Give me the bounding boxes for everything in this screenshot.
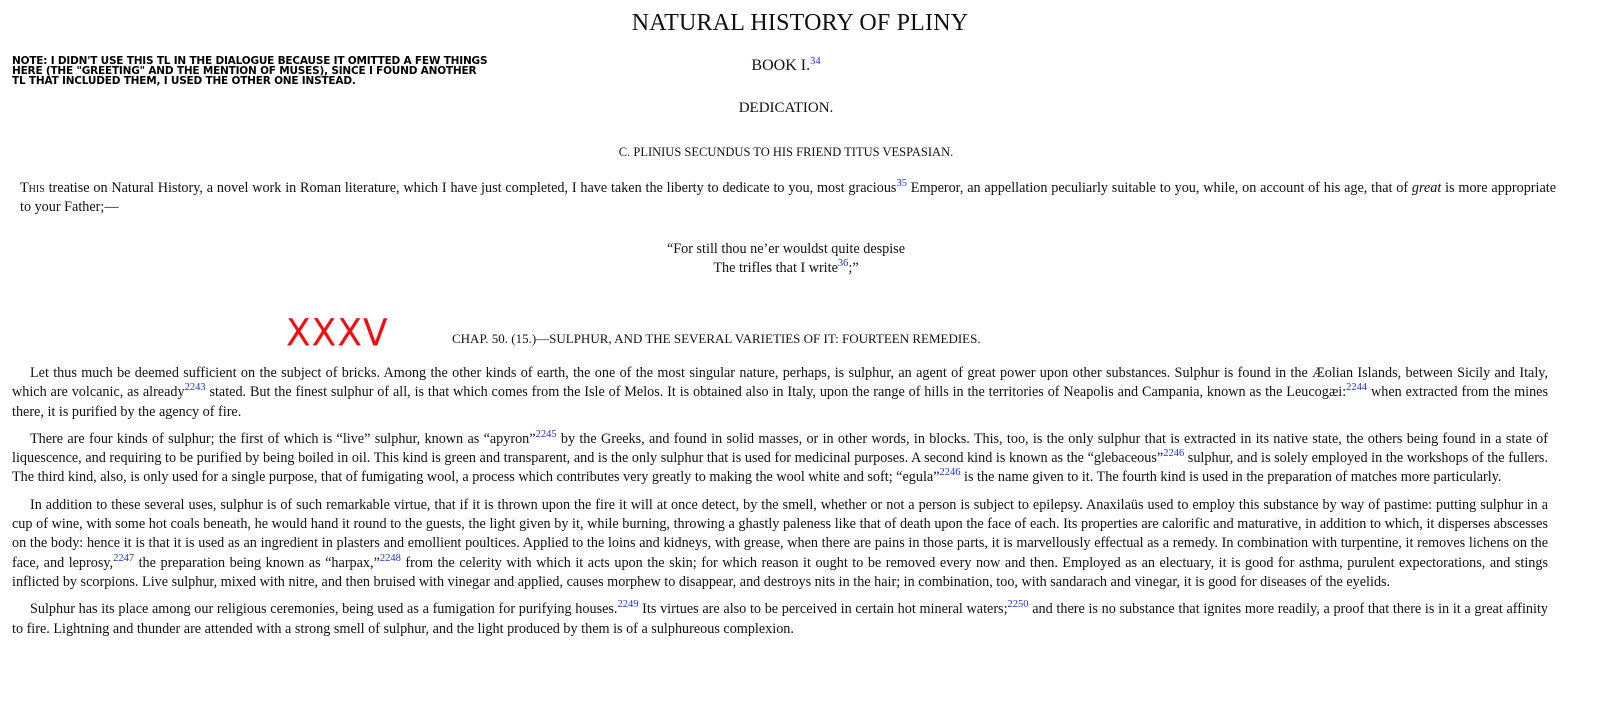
text-run: from the celerity with which it acts upon the skin; for which reason it ought to be removed every now and then. Employed as an electuary, it is good for asthma, purulent expectorations, and stings inflicted by scorpions. Live sulphur, mixed with nitre, and then bruised with vinegar and applied, causes morphew to disappear, and destroys nits in the hair; in combination, too, with sandarach and vinegar, it is good for diseases of the eyelids. [12, 554, 1548, 590]
body-paragraph [12, 496, 1548, 592]
text-run: sulphur, and is solely employed in the workshops of the fullers. The third kind, also, is only used for a single purpose, that of fumigating wool, a process which contributes very greatly to making the wool white and soft; “egula” [12, 450, 1549, 486]
text-run: by the Greeks, and found in solid masses, or in other words, in blocks. This, too, is the only sulphur that is extracted in its native state, the others being found in a state of liquescence, and requiring to be purified by being boiled in oil. This kind is green and transparent, and is the only sulphur that is used for medicinal purposes. A second kind is known as the “glebaceous” [12, 430, 1548, 467]
text-run: Let thus much be deemed sufficient on the subject of bricks. Among the other kinds of earth, the one of the most singular nature, perhaps, is sulphur, an agent of great power upon other substances. Sulphur is found in the Æolian Islands, between Sicily and Italy, which are volcanic, as already [12, 365, 1548, 401]
dedication-paragraph [20, 179, 1556, 217]
text-run: when extracted from the mines there, it is purified by the agency of fire. [12, 384, 1548, 420]
text-run: Emperor, an appellation peculiarly suitable to you, while, on account of his age, that of [906, 180, 1412, 196]
text-run: Its virtues are also to be perceived in certain hot mineral waters; [638, 601, 1008, 618]
text-run: is more appropriate to your Father;— [20, 180, 1557, 215]
body-paragraph [12, 600, 1548, 639]
text-run: is the name given to it. The fourth kind is used in the preparation of matches more particularly. [960, 469, 1502, 486]
body-paragraph [12, 364, 1548, 422]
book-label: BOOK I. [751, 57, 811, 74]
text-run: In addition to these several uses, sulphur is of such remarkable virtue, that if it is thrown upon the fire it will at once detect, by the smell, whether or not a person is subject to epilepsy. Anaxilaüs used to employ this substance by way of pastime: putting sulphur in a cup of wine, with some hot coals beneath, he would hand it round to the guests, the light given by it, while burning, throwing a ghastly paleness like that of death upon the face of each. Its properties are calorific and maturative, in addition to which, it disperses abscesses on the body: hence it is that it is used as an ingredient in plasters and emollient poultices. Applied to the loins and kidneys, with grease, when there are pains in those parts, it is marvellously effectual as a remedy. In combination with turpentine, it removes lichens on the face, and leprosy, [12, 496, 1548, 571]
footnote-link[interactable]: 2246 [939, 467, 961, 479]
footnote-link[interactable]: 35 [896, 178, 907, 189]
text-run: the preparation being known as “harpax,” [134, 554, 380, 571]
chapter-body [12, 364, 1548, 647]
text-run: There are four kinds of sulphur; the first of which is “live” sulphur, known as “apyron” [30, 430, 536, 447]
footnote-link[interactable]: 2249 [617, 599, 639, 611]
text-run: stated. But the finest sulphur of all, is that which comes from the Isle of Melos. It is obtained also in Italy, upon the range of hills in the territories of Neapolis and Campania, known as the Leucogæi: [205, 384, 1347, 401]
poem-line [0, 259, 1572, 278]
body-paragraph [12, 430, 1548, 488]
note-line: TL THAT INCLUDED THEM, I USED THE OTHER ONE INSTEAD. [12, 75, 356, 87]
note-line: HERE (THE "GREETING" AND THE MENTION OF MUSES), SINCE I FOUND ANOTHER [12, 65, 477, 77]
page-title: NATURAL HISTORY OF PLINY [631, 10, 969, 36]
text-run: The trifles that I write [713, 260, 838, 276]
chapter-title: CHAP. 50. (15.)—SULPHUR, AND THE SEVERAL VARIETIES OF IT: FOURTEEN REMEDIES. [452, 331, 981, 346]
poem-line: “For still thou ne’er wouldst quite despise [666, 241, 905, 257]
footnote-link[interactable]: 2245 [535, 428, 557, 440]
book-heading [0, 57, 1572, 75]
footnote-link[interactable]: 2250 [1007, 599, 1029, 611]
note-line: NOTE: I DIDN'T USE THIS TL IN THE DIALOGUE BECAUSE IT OMITTED A FEW THINGS [12, 55, 488, 67]
salutation-heading: C. PLINIUS SECUNDUS TO HIS FRIEND TITUS VESPASIAN. [618, 145, 954, 159]
footnote-link[interactable]: 2244 [1346, 382, 1368, 394]
text-run: ;” [848, 260, 859, 276]
footnote-link[interactable]: 2248 [379, 552, 401, 564]
handwritten-roman-numeral: XXXV [286, 311, 389, 356]
footnote-link[interactable]: 2243 [184, 382, 206, 394]
text-run: and there is no substance that ignites more readily, a proof that there is in it a great affinity to fire. Lightning and thunder are attended with a strong smell of sulphur, and the light produced by them is of a sulphureous complexion. [12, 601, 1548, 637]
footnote-link[interactable]: 2247 [113, 552, 135, 564]
footnote-link[interactable]: 34 [810, 56, 821, 67]
footnote-link[interactable]: 36 [837, 258, 849, 269]
poem-quote [0, 240, 1572, 278]
text-run: Sulphur has its place among our religious ceremonies, being used as a fumigation for purifying houses. [30, 601, 618, 618]
text-run: treatise on Natural History, a novel work in Roman literature, which I have just completed, I have taken the liberty to dedicate to you, most gracious [44, 180, 897, 196]
emphasis-text: great [1411, 180, 1442, 196]
dropcap-word: This [20, 180, 45, 196]
dedication-heading: DEDICATION. [738, 100, 834, 116]
footnote-link[interactable]: 2246 [1163, 448, 1185, 460]
